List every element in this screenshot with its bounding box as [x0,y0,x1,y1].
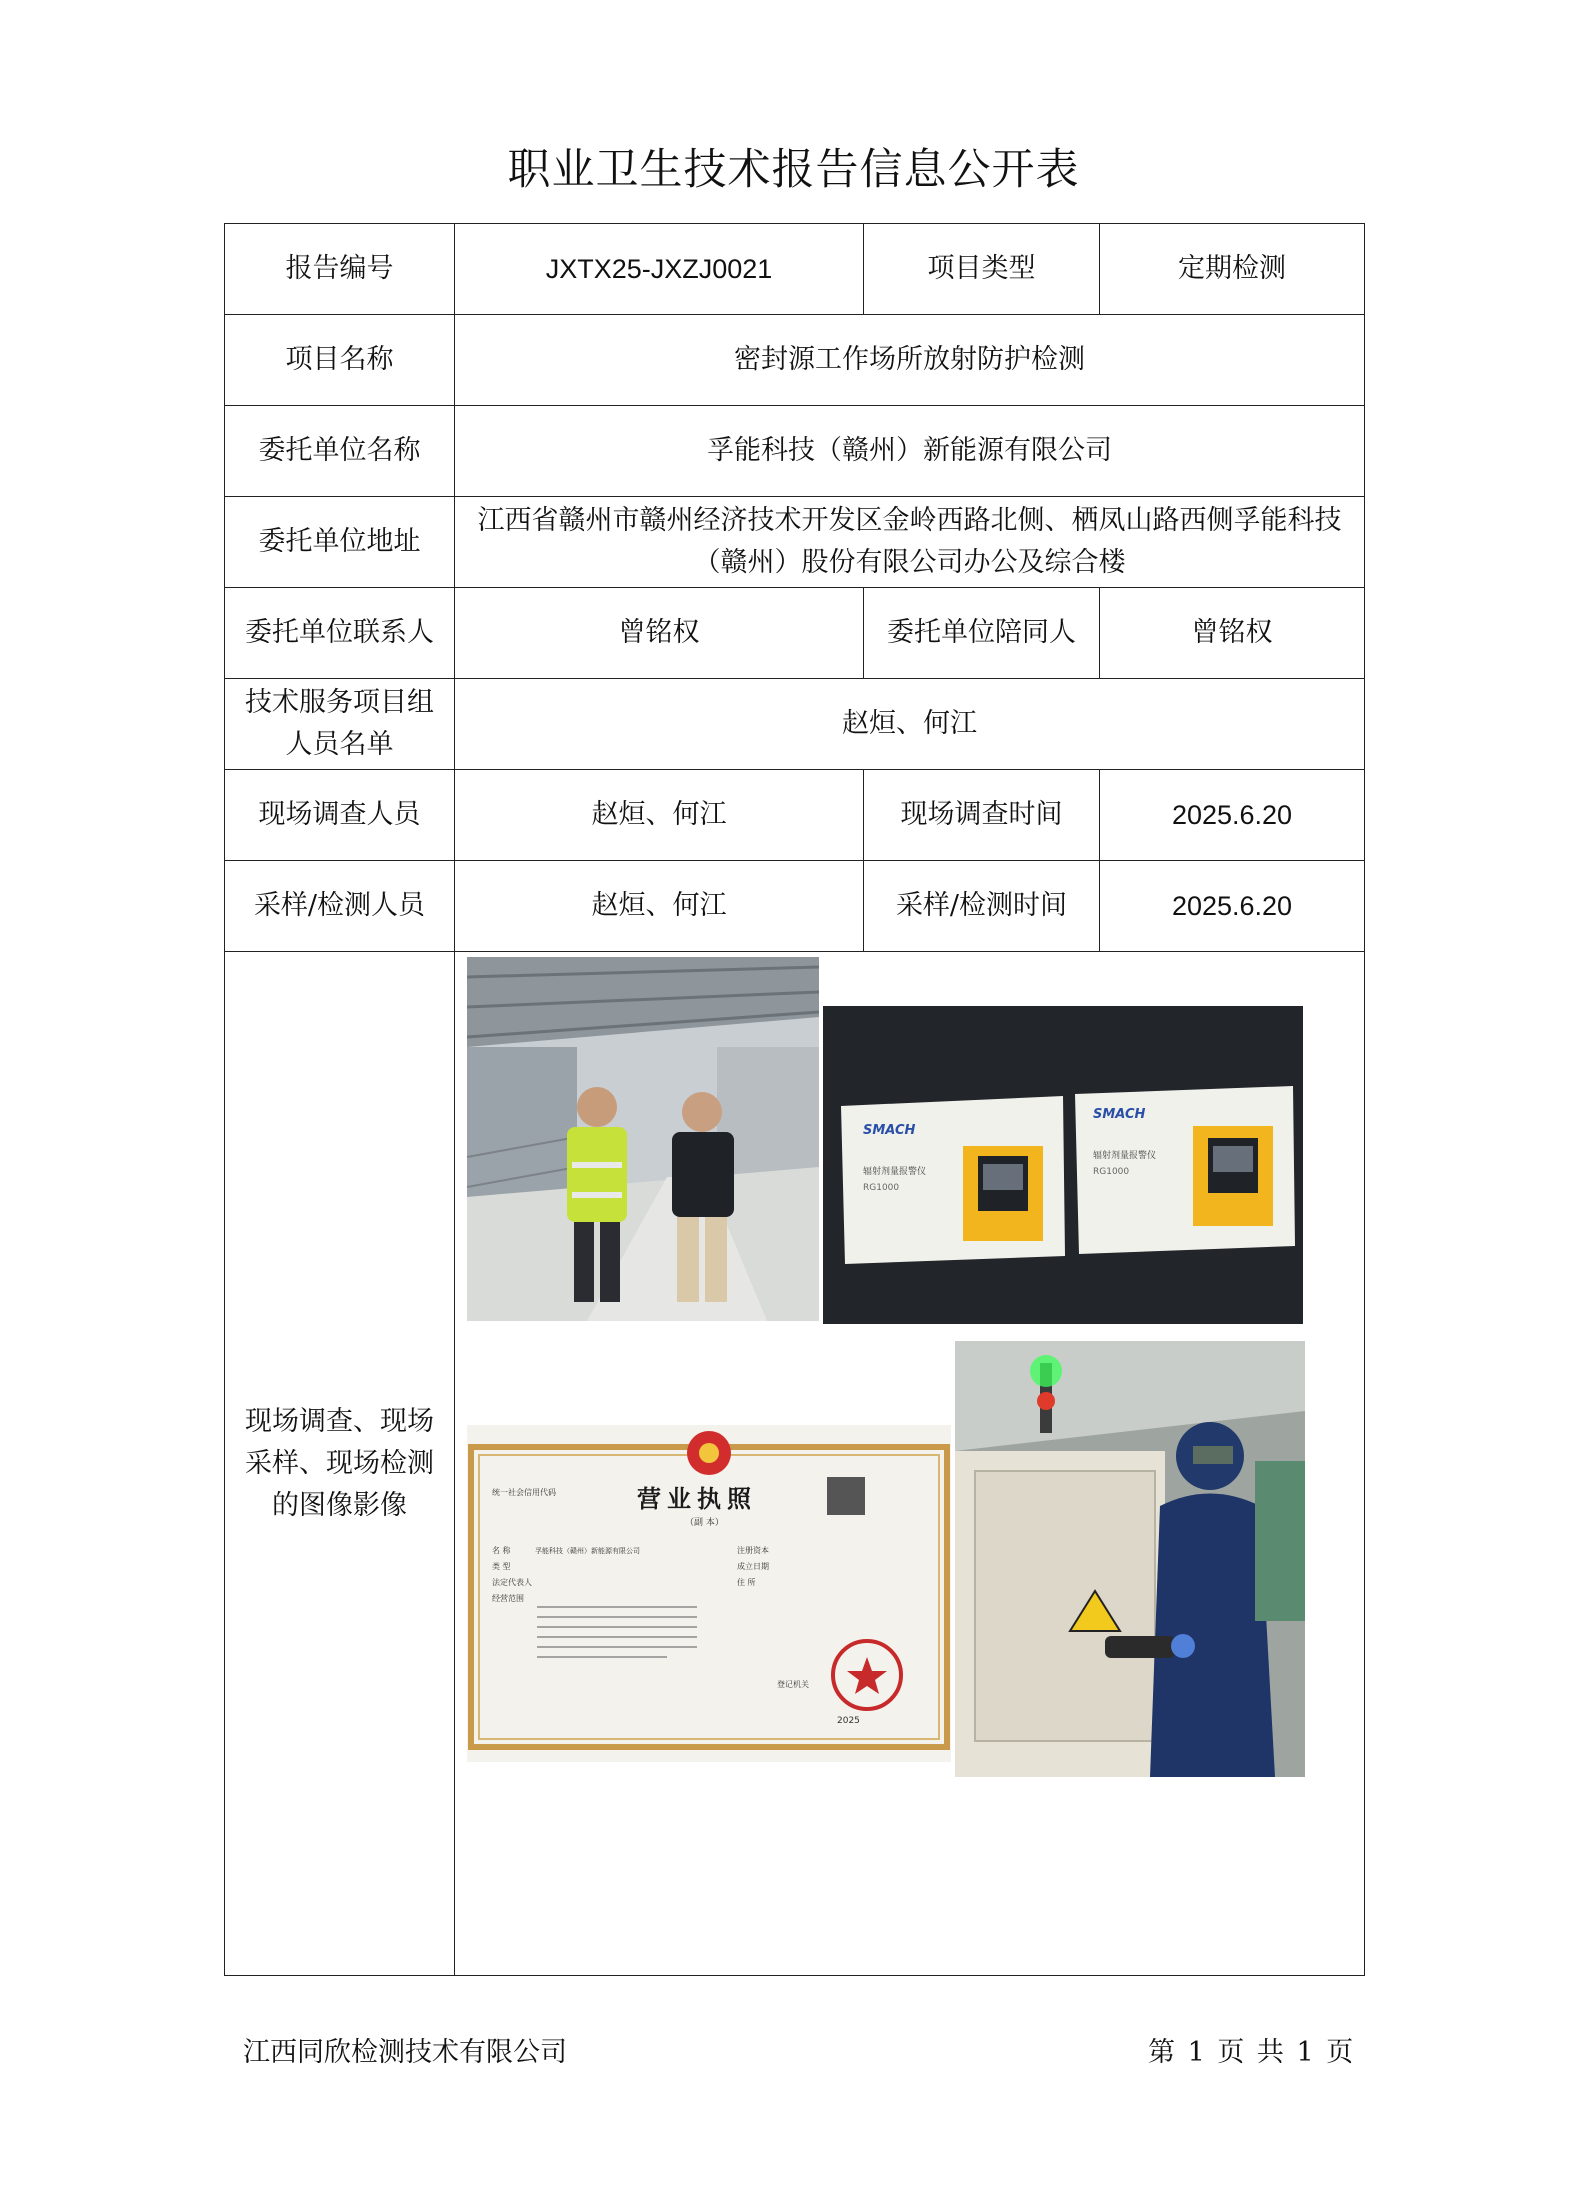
device-model-2: RG1000 [1093,1167,1130,1177]
detection-photo [955,1341,1305,1777]
project-type-value: 定期检测 [1100,224,1365,315]
table-row [225,497,1365,588]
staff-photo-image [467,957,819,1321]
footer-company: 江西同欣检测技术有限公司 [243,2037,567,2068]
license-title: 营业执照 [637,1485,757,1513]
device-name-1: 辐射剂量报警仪 [863,1167,927,1177]
team-value: 赵烜、何江 [455,679,1365,770]
client-address-value: 江西省赣州市赣州经济技术开发区金岭西路北侧、栖凤山路西侧孚能科技（赣州）股份有限公司办公及综合楼 [455,497,1365,588]
sampling-time-label: 采样/检测时间 [864,861,1100,952]
license-capital-label: 注册资本 [737,1546,769,1555]
images-cell [455,952,1365,1976]
table-row [225,406,1365,497]
sampling-time-value: 2025.6.20 [1100,861,1365,952]
images-label: 现场调查、现场采样、现场检测的图像影像 [225,952,455,1976]
table-row [225,315,1365,406]
survey-staff-label: 现场调查人员 [225,770,455,861]
table-row [225,861,1365,952]
client-escort-label: 委托单位陪同人 [864,588,1100,679]
license-name-label: 名 称 [492,1546,511,1555]
project-name-label: 项目名称 [225,315,455,406]
client-name-value: 孚能科技（赣州）新能源有限公司 [455,406,1365,497]
page-title: 职业卫生技术报告信息公开表 [507,145,1080,195]
project-name-value: 密封源工作场所放射防护检测 [455,315,1365,406]
staff-photo [467,957,819,1321]
client-contact-label: 委托单位联系人 [225,588,455,679]
license-rep-label: 法定代表人 [492,1578,532,1587]
sampling-staff-label: 采样/检测人员 [225,861,455,952]
table-row [225,952,1365,1976]
device-name-2: 辐射剂量报警仪 [1093,1151,1157,1161]
device-brand-1: SMACH [863,1123,916,1138]
project-type-label: 项目类型 [864,224,1100,315]
client-escort-value: 曾铭权 [1100,588,1365,679]
client-address-label: 委托单位地址 [225,497,455,588]
business-license-image [467,1425,951,1762]
license-year: 2025 [837,1716,860,1726]
business-license-photo [467,1425,951,1762]
license-scope-label: 经营范围 [492,1594,524,1603]
table-row [225,224,1365,315]
footer-page-number: 第 1 页 共 1 页 [1148,2037,1356,2068]
sampling-staff-value: 赵烜、何江 [455,861,864,952]
license-subtitle: （副 本） [685,1518,724,1528]
info-table [224,223,1365,1976]
license-credit-code-label: 统一社会信用代码 [492,1488,556,1497]
device-model-1: RG1000 [863,1183,900,1193]
license-address-label: 住 所 [737,1578,756,1587]
table-row [225,679,1365,770]
device-brand-2: SMACH [1093,1107,1146,1122]
detection-photo-image [955,1341,1305,1777]
dosimeter-photo [823,1006,1303,1324]
dosimeter-photo-image [823,1006,1303,1324]
license-date-label: 成立日期 [737,1562,769,1571]
survey-time-label: 现场调查时间 [864,770,1100,861]
client-contact-value: 曾铭权 [455,588,864,679]
table-row [225,588,1365,679]
survey-staff-value: 赵烜、何江 [455,770,864,861]
table-row [225,770,1365,861]
team-label: 技术服务项目组人员名单 [225,679,455,770]
survey-time-value: 2025.6.20 [1100,770,1365,861]
photo-collage [455,952,1364,1975]
client-name-label: 委托单位名称 [225,406,455,497]
license-authority-label: 登记机关 [777,1680,809,1689]
license-name-value: 孚能科技（赣州）新能源有限公司 [535,1547,640,1555]
license-type-label: 类 型 [492,1562,511,1571]
report-no-label: 报告编号 [225,224,455,315]
report-no-value: JXTX25-JXZJ0021 [455,224,864,315]
